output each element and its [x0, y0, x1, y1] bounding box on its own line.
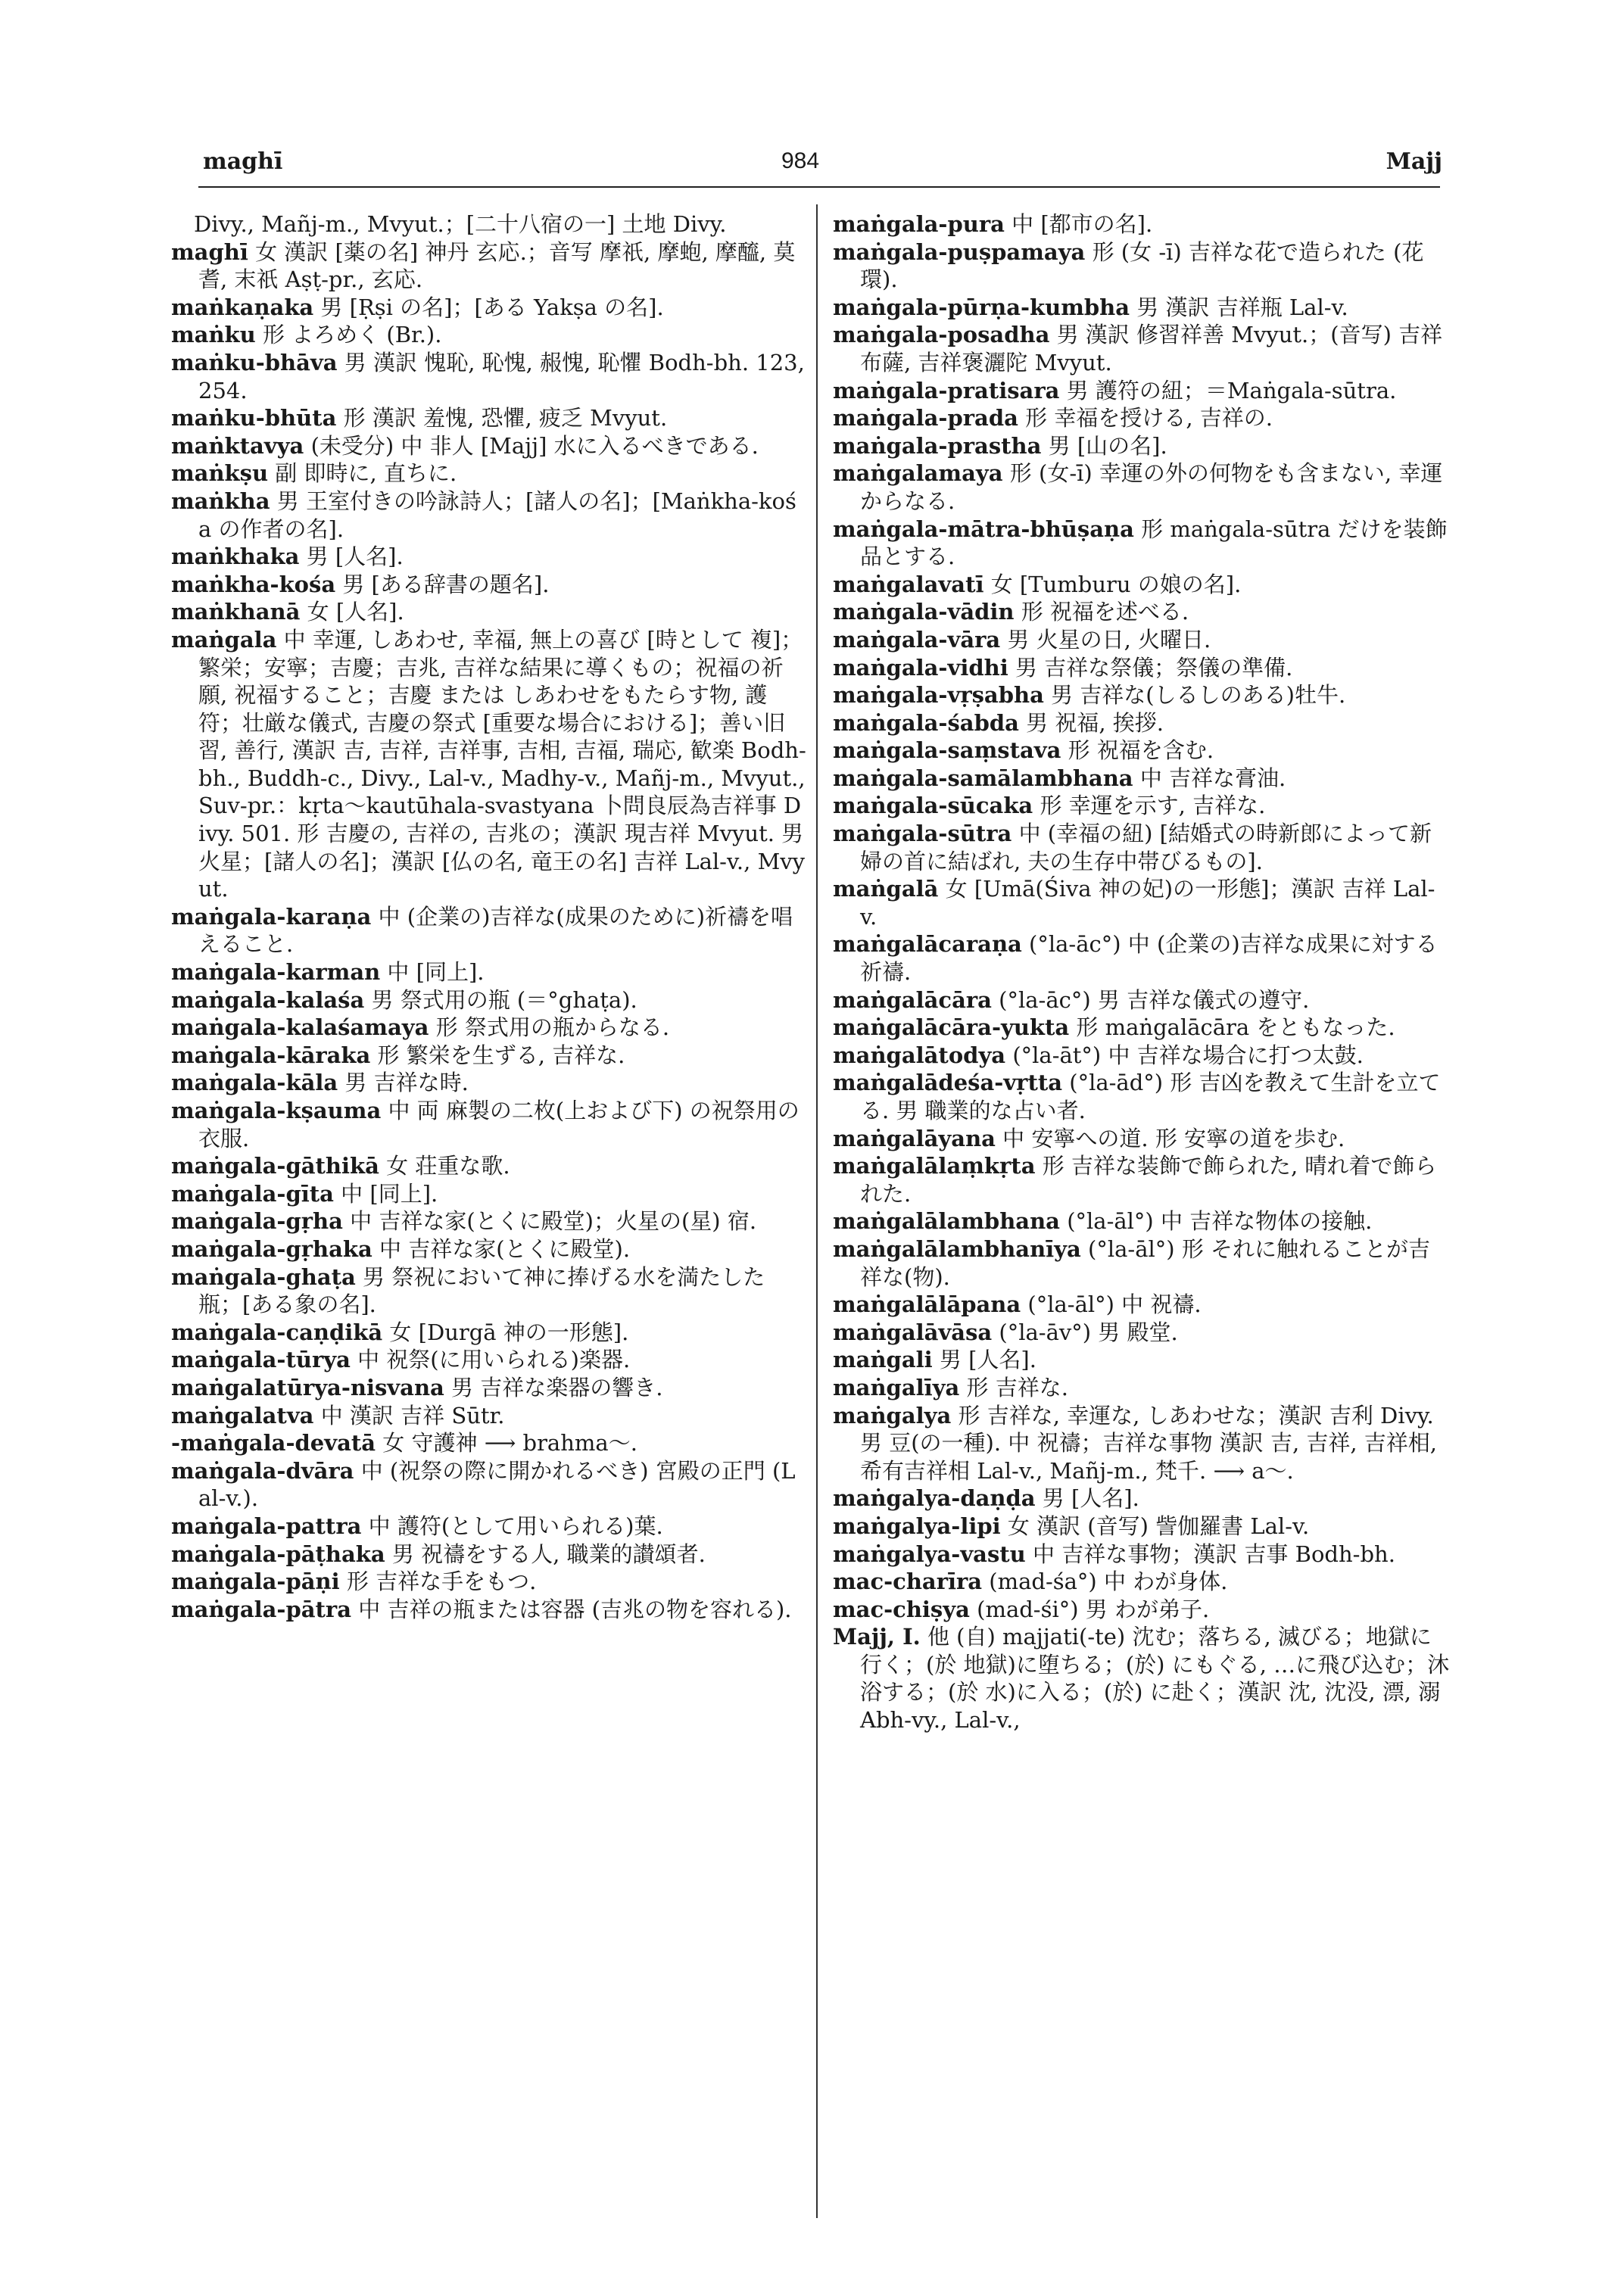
dictionary-entry [833, 986, 1450, 1014]
entry-definition: 男 [Ṛṣi の名]；[ある Yakṣa の名]. [320, 294, 664, 320]
dictionary-entry [833, 1374, 1450, 1402]
dictionary-entry [171, 1152, 807, 1180]
header-rule [198, 186, 1440, 188]
entry-headword: maṅgalavatī [833, 571, 984, 597]
entry-headword: maṅgalāvāsa [833, 1319, 993, 1345]
entry-headword: maṅgalālāpana [833, 1291, 1021, 1318]
dictionary-entry [833, 1235, 1450, 1291]
entry-headword: maṅgala-pura [833, 211, 1005, 237]
dictionary-entry [833, 1346, 1450, 1374]
dictionary-entry [171, 404, 807, 432]
entry-headword: maṅgala-saṃstava [833, 737, 1061, 764]
dictionary-entry [171, 1319, 807, 1347]
entry-headword: mac-charīra [833, 1569, 983, 1595]
entry-headword: maṅgalāyana [833, 1125, 996, 1151]
entry-definition: 中 (幸福の紐) [結婚式の時新郎によって新婦の首に結ばれ, 夫の生存中帯びるもの]. [860, 821, 1432, 874]
entry-headword: maṅgala-kṣauma [171, 1098, 382, 1123]
dictionary-entry [171, 1402, 807, 1430]
entry-definition: 男 [人名]. [1042, 1485, 1139, 1512]
entry-definition: 女 [Umā(Śiva 神の妃)の一形態]；漢訳 吉祥 Lal-v. [860, 876, 1435, 930]
dictionary-entry [171, 598, 807, 626]
entry-definition: 女 漢訳 (音写) 訾伽羅書 Lal-v. [1007, 1513, 1310, 1539]
entry-headword: maṅkhaka [171, 544, 300, 570]
entry-definition: 男 漢訳 修習祥善 Mvyut.；(音写) 吉祥布薩, 吉祥褒灑陀 Mvyut. [860, 322, 1443, 375]
dictionary-entry [171, 1568, 807, 1596]
dictionary-entry [171, 1513, 807, 1541]
entry-headword: maṅgala-mātra-bhūṣaṇa [833, 516, 1134, 542]
entry-headword: maṅgala-karman [171, 959, 381, 986]
page-number: 984 [781, 148, 820, 173]
dictionary-entry [171, 1429, 807, 1457]
entry-headword: maṅgala-sūtra [833, 821, 1012, 847]
entry-definition: (°la-āc°) 中 (企業の)吉祥な成果に対する祈禱. [860, 931, 1438, 986]
entry-definition: 形 祭式用の瓶からなる. [435, 1014, 670, 1041]
entry-headword: maṅgalya-daṇḍa [833, 1485, 1036, 1512]
dictionary-entry [171, 488, 807, 543]
entry-definition: (°la-āc°) 男 吉祥な儀式の遵守. [999, 986, 1310, 1013]
dictionary-entry [171, 210, 807, 238]
dictionary-entry [171, 1457, 807, 1513]
entry-headword: maṅgala-pūrṇa-kumbha [833, 294, 1130, 320]
entry-definition: 男 [人名]. [939, 1347, 1036, 1373]
running-head-left: maghī [203, 148, 283, 175]
entry-headword: maṅgalālambhanīya [833, 1235, 1081, 1262]
entry-definition: 形 祝福を述べる. [1021, 599, 1189, 625]
entry-headword: maṅgalācāra-yukta [833, 1014, 1070, 1041]
entry-definition: 中 (祝祭の際に開かれるべき) 宮殿の正門 (Lal-v.). [198, 1457, 796, 1512]
entry-definition: 形 繁栄を生ずる, 吉祥な. [377, 1042, 625, 1068]
entry-headword: maṅgala-vāra [833, 626, 1001, 653]
right-column [833, 210, 1450, 1734]
dictionary-entry [171, 1207, 807, 1235]
dictionary-entry [171, 321, 807, 349]
dictionary-entry [171, 1042, 807, 1070]
entry-headword: maṅgala-kāraka [171, 1042, 371, 1068]
dictionary-entry [833, 1014, 1450, 1042]
entry-headword: maṅku-bhūta [171, 405, 337, 431]
dictionary-entry [833, 460, 1450, 515]
dictionary-entry [833, 598, 1450, 626]
dictionary-entry [171, 349, 807, 404]
dictionary-entry [171, 1097, 807, 1152]
entry-definition: 中 [都市の名]. [1011, 211, 1153, 237]
entry-definition: 女 [Tumburu の娘の名]. [990, 571, 1242, 597]
entry-definition: 副 即時に, 直ちに. [275, 460, 457, 487]
entry-headword: maṅgala-posadha [833, 322, 1050, 348]
entry-headword: maṅgalādeśa-vṛtta [833, 1070, 1063, 1096]
entry-headword: maṅgalātodya [833, 1042, 1006, 1068]
dictionary-entry [833, 1207, 1450, 1235]
dictionary-entry [171, 460, 807, 488]
dictionary-entry [833, 210, 1450, 238]
entry-definition: (mad-śa°) 中 わが身体. [989, 1569, 1228, 1595]
entry-definition: 形 幸運を示す, 吉祥な. [1040, 793, 1266, 819]
running-head-right: Majj [1386, 148, 1442, 175]
entry-definition: 形 よろめく (Br.). [262, 322, 442, 348]
entry-headword: maṅgala-kalaśa [171, 986, 365, 1013]
dictionary-entry [833, 321, 1450, 376]
dictionary-entry [833, 626, 1450, 654]
entry-definition: 形 (女-ī) 幸運の外の何物をも含まない, 幸運からなる. [860, 460, 1443, 514]
entry-definition: 男 王室付きの吟詠詩人；[諸人の名]；[Maṅkha-kośa の作者の名]. [198, 488, 796, 542]
entry-headword: maṅgala-pattra [171, 1513, 362, 1539]
entry-definition: 中 吉祥の瓶または容器 (吉兆の物を容れる). [358, 1596, 792, 1622]
entry-definition: 中 安寧への道. 形 安寧の道を歩む. [1002, 1125, 1345, 1151]
entry-definition: (未受分) 中 非人 [Majj] 水に入るべきである. [310, 432, 759, 459]
entry-headword: maṅgala-tūrya [171, 1347, 351, 1373]
entry-definition: (°la-āl°) 形 それに触れることが吉祥な(物). [860, 1235, 1431, 1290]
dictionary-entry [833, 792, 1450, 820]
entry-definition: 形 吉祥な装飾で飾られた, 晴れ着で飾られた. [860, 1153, 1437, 1207]
entry-headword: maṅkha-kośa [171, 571, 336, 597]
dictionary-entry [833, 294, 1450, 322]
entry-definition: 中 吉祥な事物；漢訳 吉事 Bodh-bh. [1033, 1541, 1395, 1567]
dictionary-entry [833, 737, 1450, 765]
entry-definition: 形 (女 -ī) 吉祥な花で造られた (花環). [860, 238, 1424, 293]
left-column [171, 210, 807, 1623]
dictionary-entry [833, 930, 1450, 986]
dictionary-entry [833, 1402, 1450, 1485]
entry-definition: 女 [Durgā 神の一形態]. [389, 1319, 629, 1345]
entry-headword: maṅgala-prastha [833, 432, 1042, 459]
entry-definition: 男 吉祥な時. [344, 1070, 469, 1096]
entry-definition: 男 護符の紐；＝Maṅgala-sūtra. [1066, 377, 1397, 403]
entry-headword: maṅgala-vidhi [833, 654, 1008, 681]
dictionary-entry [833, 377, 1450, 405]
entry-definition: 中 [同上]. [341, 1180, 438, 1207]
entry-definition: (°la-āt°) 中 吉祥な場合に打つ太鼓. [1012, 1042, 1364, 1068]
entry-definition: 中 両 麻製の二枚(上および下) の祝祭用の衣服. [198, 1098, 800, 1151]
dictionary-entry [171, 1263, 807, 1319]
entry-headword: maṅgali [833, 1347, 933, 1373]
entry-headword: maṅkha [171, 488, 270, 514]
entry-definition: (°la-āl°) 中 吉祥な物体の接触. [1067, 1208, 1373, 1235]
entry-headword: maṅgalya [833, 1402, 952, 1428]
dictionary-entry [171, 1346, 807, 1374]
entry-definition: 形 幸福を授ける, 吉祥の. [1025, 405, 1273, 431]
dictionary-entry [833, 1069, 1450, 1124]
entry-headword: maṅgalīya [833, 1374, 960, 1400]
entry-headword: maṅgalā [833, 876, 939, 902]
entry-headword: maghī [171, 238, 248, 265]
entry-headword: maṅgala [171, 626, 277, 653]
entry-definition: 中 吉祥な家(とくに殿堂)；火星の(星) 宿. [350, 1208, 757, 1235]
entry-headword: maṅgala-pāṇi [171, 1569, 340, 1595]
entry-headword: maṅgala-kāla [171, 1070, 338, 1096]
entry-definition: 中 祝祭(に用いられる)楽器. [357, 1347, 631, 1373]
dictionary-entry [833, 1568, 1450, 1596]
dictionary-entry [833, 1485, 1450, 1513]
entry-definition: 形 吉祥な. [966, 1374, 1068, 1400]
entry-definition: 男 漢訳 吉祥瓶 Lal-v. [1136, 294, 1348, 320]
entry-headword: maṅkṣu [171, 460, 269, 487]
entry-headword: maṅktavya [171, 432, 304, 459]
entry-headword: maṅgala-gāthikā [171, 1153, 379, 1179]
entry-headword: maṅgalya-vastu [833, 1541, 1026, 1567]
dictionary-entry [833, 516, 1450, 571]
dictionary-entry [833, 1319, 1450, 1347]
entry-definition: 形 吉祥な, 幸運な, しあわせな；漢訳 吉利 Divy. 男 豆(の一種). 中 祝禱；吉祥な事物 漢訳 吉, 吉祥, 吉祥相, 希有吉祥相 Lal-v., Mañj-m., 梵千. ⟶ a～. [860, 1402, 1438, 1484]
dictionary-entry [171, 958, 807, 986]
dictionary-entry [833, 1596, 1450, 1624]
entry-definition: 男 祝禱をする人, 職業的讃頌者. [391, 1541, 706, 1567]
dictionary-entry [833, 1623, 1450, 1734]
entry-definition: Divy., Mañj-m., Mvyut.；[二十八宿の一] 土地 Divy. [194, 211, 727, 237]
entry-definition: (mad-śi°) 男 わが弟子. [977, 1596, 1210, 1622]
entry-headword: maṅgalācaraṇa [833, 931, 1022, 958]
entry-headword: maṅgala-vṛṣabha [833, 682, 1044, 709]
entry-definition: 女 漢訳 [薬の名] 神丹 玄応.；音写 摩祇, 摩蚫, 摩醯, 莫耆, 末祇 Aṣṭ-pr., 玄応. [198, 238, 796, 293]
entry-headword: maṅkhanā [171, 599, 301, 625]
entry-definition: 女 [人名]. [307, 599, 404, 625]
entry-definition: 男 祭式用の瓶 (＝°ghaṭa). [371, 986, 637, 1013]
dictionary-entry [171, 1596, 807, 1624]
dictionary-entry [171, 294, 807, 322]
entry-headword: maṅkaṇaka [171, 294, 314, 320]
dictionary-entry [833, 1042, 1450, 1070]
entry-headword: maṅgala-pratisara [833, 377, 1060, 403]
entry-headword: maṅgala-śabda [833, 709, 1019, 736]
dictionary-entry [171, 1180, 807, 1208]
entry-headword: maṅgala-vādin [833, 599, 1015, 625]
dictionary-entry [833, 1125, 1450, 1153]
entry-headword: maṅku [171, 322, 256, 348]
entry-definition: 他 (自) majjati(-te) 沈む；落ちる, 滅びる；地獄に行く；(於 地獄)に堕ちる；(於) にもぐる, …に飛び込む；沐浴する；(於 水)に入る；(於) に赴く；漢訳 沈, 沈没, 漂, 溺 Abh-vy., Lal-v., [860, 1624, 1450, 1734]
entry-definition: 中 漢訳 吉祥 Sūtr. [320, 1402, 505, 1428]
entry-definition: 男 祭祝において神に捧げる水を満たした瓶；[ある象の名]. [198, 1263, 765, 1318]
entry-definition: 男 漢訳 愧恥, 恥愧, 赧愧, 恥懼 Bodh-bh. 123, 254. [198, 349, 805, 403]
entry-definition: 中 幸運, しあわせ, 幸福, 無上の喜び [時として 複]；繁栄；安寧；吉慶；吉兆, 吉祥な結果に導くもの；祝福の祈願, 祝福すること；吉慶 または しあわせをもたらす物, 護符；壮厳な儀式, 吉慶の祭式 [重要な場合における]；善い旧習, 善行, 漢訳 吉, 吉祥, 吉祥事, 吉相, 吉福, 瑞応, 歓楽 Bodh-bh., Buddh-c., Divy., Lal-v., Madhy-v., Mañj-m., Mvyut., Suv-pr.：kṛta～kautūhala-svastyana 卜問良辰為吉祥事 Divy. 501. 形 吉慶の, 吉祥の, 吉兆の；漢訳 現吉祥 Mvyut. 男 火星；[諸人の名]；漢訳 [仏の名, 竜王の名] 吉祥 Lal-v., Mvyut. [198, 626, 806, 902]
entry-headword: maṅgalya-lipi [833, 1513, 1001, 1539]
entry-definition: 形 吉祥な手をもつ. [346, 1569, 537, 1595]
entry-definition: 男 吉祥な楽器の響き. [451, 1374, 663, 1400]
entry-headword: maṅgala-prada [833, 405, 1018, 431]
dictionary-entry [833, 571, 1450, 599]
dictionary-entry [171, 432, 807, 460]
entry-headword: maṅgala-dvāra [171, 1457, 354, 1484]
dictionary-entry [171, 1069, 807, 1097]
entry-definition: 男 祝福, 挨拶. [1026, 709, 1164, 736]
entry-headword: maṅgalatva [171, 1402, 314, 1428]
entry-headword: maṅgala-gṛha [171, 1208, 343, 1235]
entry-headword: maṅgala-caṇḍikā [171, 1319, 383, 1345]
entry-headword: maṅgalācāra [833, 986, 992, 1013]
dictionary-entry [171, 1235, 807, 1263]
dictionary-entry [171, 571, 807, 599]
entry-headword: maṅgala-puṣpamaya [833, 238, 1086, 265]
entry-definition: 中 (企業の)吉祥な(成果のために)祈禱を唱えること. [198, 903, 793, 958]
entry-headword: maṅgala-samālambhana [833, 765, 1133, 791]
dictionary-entry [833, 875, 1450, 930]
entry-headword: Majj, I. [833, 1624, 921, 1650]
dictionary-entry [833, 820, 1450, 875]
entry-definition: 男 吉祥な祭儀；祭儀の準備. [1015, 654, 1293, 681]
entry-headword: maṅku-bhāva [171, 349, 338, 375]
entry-headword: maṅgalālambhana [833, 1208, 1060, 1235]
dictionary-entry [171, 903, 807, 958]
entry-headword: mac-chiṣya [833, 1596, 970, 1622]
entry-definition: 中 護符(として用いられる)葉. [368, 1513, 663, 1539]
entry-definition: 男 [山の名]. [1048, 432, 1167, 459]
dictionary-entry [833, 238, 1450, 294]
entry-definition: 男 [ある辞書の題名]. [342, 571, 550, 597]
entry-headword: maṅgalatūrya-nisvana [171, 1374, 444, 1400]
dictionary-entry [833, 1152, 1450, 1207]
entry-definition: (°la-āl°) 中 祝禱. [1027, 1291, 1202, 1318]
dictionary-entry [833, 709, 1450, 737]
entry-headword: maṅgala-kalaśamaya [171, 1014, 429, 1041]
dictionary-entry [171, 543, 807, 571]
dictionary-entry [171, 1374, 807, 1402]
entry-definition: 女 荘重な歌. [386, 1153, 510, 1179]
dictionary-entry [833, 432, 1450, 460]
entry-definition: (°la-āv°) 男 殿堂. [999, 1319, 1178, 1345]
entry-definition: 形 祝福を含む. [1068, 737, 1214, 764]
entry-headword: maṅgala-gīta [171, 1180, 334, 1207]
dictionary-entry [833, 765, 1450, 793]
dictionary-entry [171, 1541, 807, 1569]
entry-headword: -maṅgala-devatā [171, 1430, 376, 1456]
column-divider [816, 204, 818, 2218]
entry-definition: 形 maṅgala-sūtra だけを装飾品とする. [860, 516, 1448, 570]
dictionary-entry [833, 404, 1450, 432]
entry-definition: 男 [人名]. [306, 544, 404, 570]
entry-headword: maṅgala-pātra [171, 1596, 352, 1622]
dictionary-entry [833, 681, 1450, 709]
entry-definition: 中 吉祥な膏油. [1139, 765, 1286, 791]
entry-headword: maṅgalālaṃkṛta [833, 1153, 1036, 1179]
dictionary-entry [833, 654, 1450, 682]
entry-headword: maṅgalamaya [833, 460, 1003, 487]
entry-definition: 中 [同上]. [387, 959, 485, 986]
dictionary-entry [171, 986, 807, 1014]
entry-headword: maṅgala-gṛhaka [171, 1235, 372, 1262]
entry-definition: 男 火星の日, 火曜日. [1007, 626, 1211, 653]
dictionary-entry [171, 626, 807, 903]
entry-definition: 形 漢訳 羞愧, 恐懼, 疲乏 Mvyut. [343, 405, 668, 431]
entry-definition: (°la-ād°) 形 吉凶を教えて生計を立てる. 男 職業的な占い者. [860, 1070, 1441, 1123]
entry-definition: 男 吉祥な(しるしのある)牡牛. [1051, 682, 1346, 709]
entry-definition: 女 守護神 ⟶ brahma～. [382, 1430, 637, 1456]
dictionary-entry [171, 1014, 807, 1042]
dictionary-entry [833, 1291, 1450, 1319]
entry-headword: maṅgala-ghaṭa [171, 1263, 356, 1290]
dictionary-entry [833, 1513, 1450, 1541]
entry-headword: maṅgala-pāṭhaka [171, 1541, 385, 1567]
entry-headword: maṅgala-sūcaka [833, 793, 1033, 819]
entry-headword: maṅgala-karaṇa [171, 903, 372, 930]
entry-definition: 中 吉祥な家(とくに殿堂). [379, 1235, 631, 1262]
dictionary-entry [171, 238, 807, 294]
dictionary-entry [833, 1541, 1450, 1569]
entry-definition: 形 maṅgalācāra をともなった. [1076, 1014, 1395, 1041]
